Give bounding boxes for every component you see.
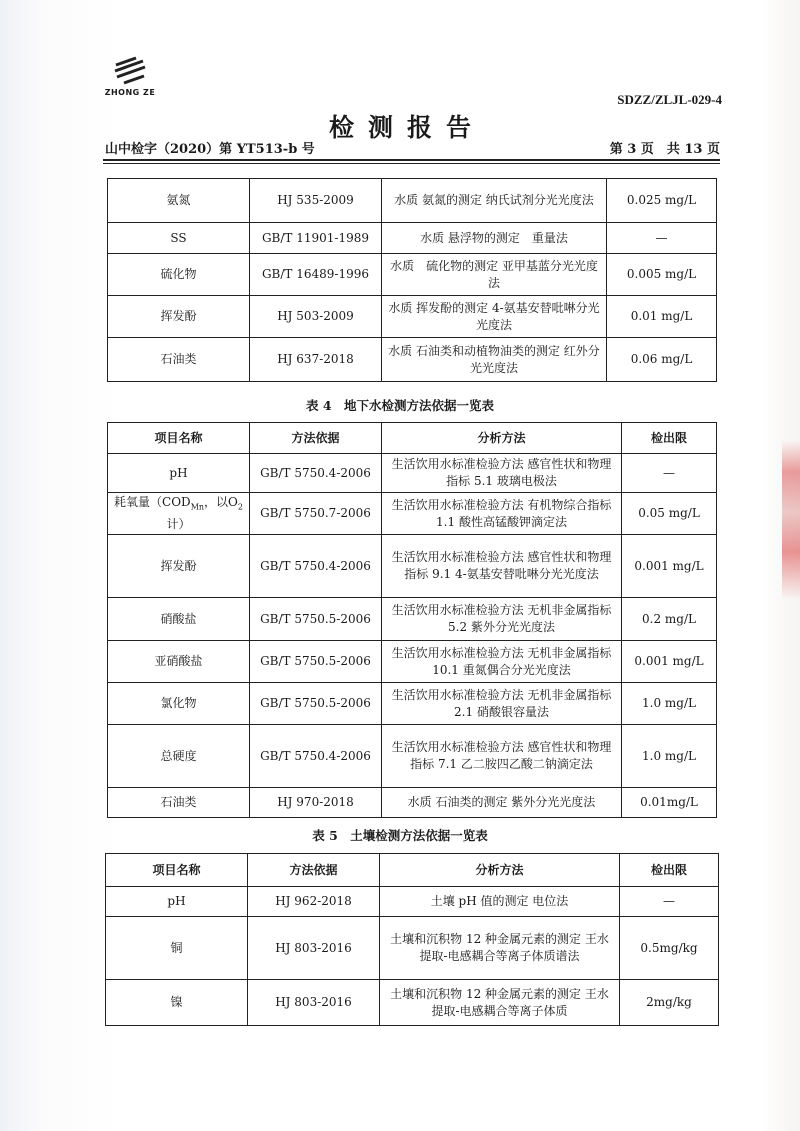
detection-limit: 0.5mg/kg (620, 917, 719, 980)
analysis-method: 生活饮用水标准检验方法 感官性状和物理指标 7.1 乙二胺四乙酸二钠滴定法 (382, 725, 622, 788)
method-standard: GB/T 5750.4-2006 (250, 454, 382, 493)
table-row (108, 223, 717, 254)
detection-limit: 0.06 mg/L (607, 338, 717, 382)
detection-limit: 0.2 mg/L (622, 598, 717, 641)
col-header-method: 分析方法 (382, 423, 622, 454)
item-name: 硫化物 (108, 254, 250, 296)
table-row (108, 296, 717, 338)
table-row (106, 917, 719, 980)
item-name: 挥发酚 (108, 535, 250, 598)
table5-soil-methods (105, 853, 719, 1026)
item-name: 石油类 (108, 338, 250, 382)
table-row (108, 535, 717, 598)
detection-limit: — (622, 454, 717, 493)
analysis-method: 水质 挥发酚的测定 4-氨基安替吡啉分光光度法 (382, 296, 607, 338)
method-standard: HJ 970-2018 (250, 788, 382, 818)
analysis-method: 土壤和沉积物 12 种金属元素的测定 王水提取-电感耦合等离子体质 (380, 980, 620, 1026)
item-name: 铜 (106, 917, 248, 980)
item-name: pH (106, 887, 248, 917)
analysis-method: 生活饮用水标准检验方法 无机非金属指标 5.2 紫外分光光度法 (382, 598, 622, 641)
col-header-standard: 方法依据 (248, 854, 380, 887)
method-standard: GB/T 5750.5-2006 (250, 641, 382, 683)
method-standard: GB/T 5750.4-2006 (250, 725, 382, 788)
analysis-method: 土壤和沉积物 12 种金属元素的测定 王水提取-电感耦合等离子体质谱法 (380, 917, 620, 980)
item-name: 总硬度 (108, 725, 250, 788)
detection-limit: 1.0 mg/L (622, 725, 717, 788)
red-seal-stamp-edge (782, 440, 800, 600)
analysis-method: 水质 氨氮的测定 纳氏试剂分光光度法 (382, 179, 607, 223)
page-number: 第 3 页 共 13 页 (609, 142, 720, 157)
method-standard: GB/T 5750.5-2006 (250, 598, 382, 641)
method-standard: HJ 535-2009 (250, 179, 382, 223)
table-row (108, 641, 717, 683)
table-header-row (106, 854, 719, 887)
method-standard: GB/T 16489-1996 (250, 254, 382, 296)
item-name: 镍 (106, 980, 248, 1026)
company-logo (102, 55, 158, 97)
method-standard: GB/T 5750.7-2006 (250, 493, 382, 535)
table-row (108, 254, 717, 296)
item-name: 亚硝酸盐 (108, 641, 250, 683)
analysis-method: 水质 石油类和动植物油类的测定 红外分光光度法 (382, 338, 607, 382)
detection-limit: — (620, 887, 719, 917)
detection-limit: 0.001 mg/L (622, 641, 717, 683)
item-name: 挥发酚 (108, 296, 250, 338)
item-name: 氨氮 (108, 179, 250, 223)
method-standard: HJ 503-2009 (250, 296, 382, 338)
page-title: 检测报告 (328, 113, 485, 142)
detection-limit: 0.025 mg/L (607, 179, 717, 223)
report-reference: 山中检字（2020）第 YT513-b 号 (105, 142, 315, 157)
item-name: 耗氧量（$COD_{Mn}$，以$O_2$计） (108, 493, 250, 535)
item-name: 石油类 (108, 788, 250, 818)
detection-limit: — (607, 223, 717, 254)
table-row (108, 683, 717, 725)
detection-limit: 0.01 mg/L (607, 296, 717, 338)
table4-groundwater-methods (107, 422, 717, 818)
header-rule-thick (103, 159, 720, 161)
method-standard: GB/T 5750.5-2006 (250, 683, 382, 725)
table-row (108, 725, 717, 788)
analysis-method: 生活饮用水标准检验方法 无机非金属指标 2.1 硝酸银容量法 (382, 683, 622, 725)
analysis-method: 水质 悬浮物的测定 重量法 (382, 223, 607, 254)
detection-limit: 0.01mg/L (622, 788, 717, 818)
table4-caption: 表 4 地下水检测方法依据一览表 (305, 398, 495, 413)
analysis-method: 水质 石油类的测定 紫外分光光度法 (382, 788, 622, 818)
table5-caption: 表 5 土壤检测方法依据一览表 (312, 828, 488, 843)
analysis-method: 土壤 pH 值的测定 电位法 (380, 887, 620, 917)
table-top-continuation (107, 178, 717, 382)
table-row (106, 980, 719, 1026)
col-header-item: 项目名称 (108, 423, 250, 454)
item-name: pH (108, 454, 250, 493)
analysis-method: 生活饮用水标准检验方法 感官性状和物理指标 9.1 4-氨基安替吡啉分光光度法 (382, 535, 622, 598)
col-header-limit: 检出限 (620, 854, 719, 887)
analysis-method: 生活饮用水标准检验方法 无机非金属指标 10.1 重氮偶合分光光度法 (382, 641, 622, 683)
analysis-method: 水质 硫化物的测定 亚甲基蓝分光光度法 (382, 254, 607, 296)
table-row (108, 598, 717, 641)
method-standard: GB/T 11901-1989 (250, 223, 382, 254)
table-row (108, 493, 717, 535)
document-code: SDZZ/ZLJL-029-4 (617, 92, 722, 107)
method-standard: HJ 637-2018 (250, 338, 382, 382)
table-row (108, 338, 717, 382)
item-name: SS (108, 223, 250, 254)
detection-limit: 1.0 mg/L (622, 683, 717, 725)
table-row (108, 179, 717, 223)
detection-limit: 2mg/kg (620, 980, 719, 1026)
item-name: 氯化物 (108, 683, 250, 725)
item-name: 硝酸盐 (108, 598, 250, 641)
method-standard: HJ 962-2018 (248, 887, 380, 917)
analysis-method: 生活饮用水标准检验方法 有机物综合指标 1.1 酸性高锰酸钾滴定法 (382, 493, 622, 535)
logo-text: ZHONG ZE (104, 88, 156, 97)
col-header-method: 分析方法 (380, 854, 620, 887)
detection-limit: 0.005 mg/L (607, 254, 717, 296)
method-standard: GB/T 5750.4-2006 (250, 535, 382, 598)
table-row (108, 454, 717, 493)
col-header-standard: 方法依据 (250, 423, 382, 454)
analysis-method: 生活饮用水标准检验方法 感官性状和物理指标 5.1 玻璃电极法 (382, 454, 622, 493)
detection-limit: 0.001 mg/L (622, 535, 717, 598)
detection-limit: 0.05 mg/L (622, 493, 717, 535)
col-header-limit: 检出限 (622, 423, 717, 454)
table-row (106, 887, 719, 917)
method-standard: HJ 803-2016 (248, 917, 380, 980)
table-row (108, 788, 717, 818)
col-header-item: 项目名称 (106, 854, 248, 887)
table-header-row (108, 423, 717, 454)
zhongze-logo-icon (110, 55, 150, 87)
header-rule-thin (103, 163, 720, 164)
method-standard: HJ 803-2016 (248, 980, 380, 1026)
